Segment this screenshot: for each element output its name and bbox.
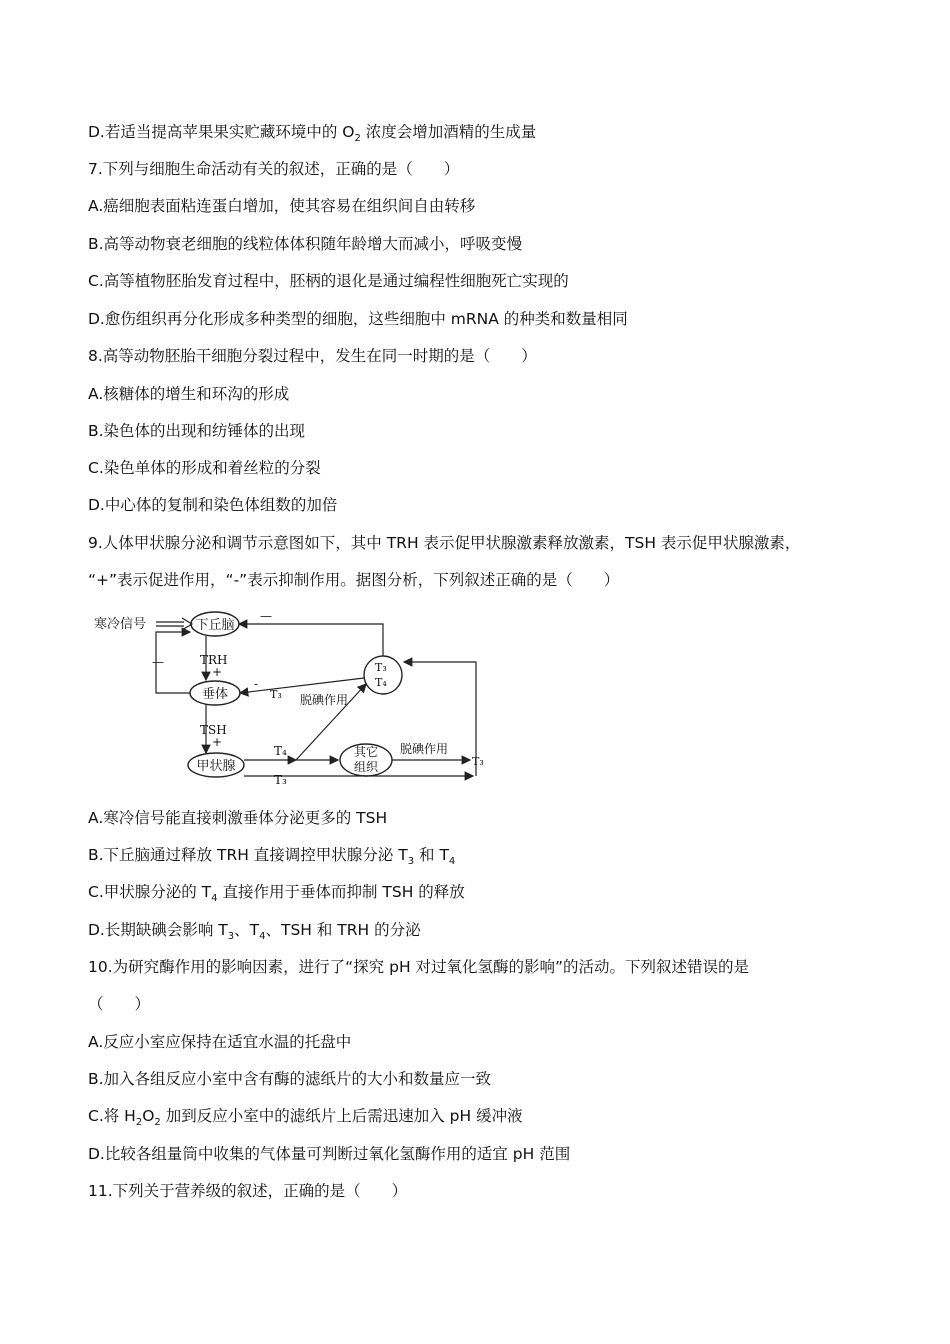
hypothalamus-inhibit-minus: — xyxy=(260,609,272,623)
circle-t4-label: T₄ xyxy=(375,676,387,689)
circle-t3-label: T₃ xyxy=(375,661,387,674)
question-9-line-2: “+”表示促进作用，“-”表示抑制作用。据图分析，下列叙述正确的是（ ） xyxy=(88,571,620,589)
thyroid-label: 甲状腺 xyxy=(196,759,236,774)
option-7d: D.愈伤组织再分化形成多种类型的细胞，这些细胞中 mRNA 的种类和数量相同 xyxy=(88,310,628,328)
deiodination-label-2: 脱碘作用 xyxy=(400,742,449,756)
option-8c: C.染色单体的形成和着丝粒的分裂 xyxy=(88,459,321,477)
option-7b: B.高等动物衰老细胞的线粒体体积随年龄增大而减小，呼吸变慢 xyxy=(88,235,523,253)
hypothalamus-label: 下丘脑 xyxy=(195,618,235,633)
question-7: 7.下列与细胞生命活动有关的叙述，正确的是（ ） xyxy=(88,160,460,178)
option-8a: A.核糖体的增生和环沟的形成 xyxy=(88,385,290,403)
cold-signal-label: 寒冷信号 xyxy=(94,617,147,632)
other-tissue-label-2: 组织 xyxy=(353,760,379,774)
option-9a: A.寒冷信号能直接刺激垂体分泌更多的 TSH xyxy=(88,809,388,827)
option-7a: A.癌细胞表面粘连蛋白增加，使其容易在组织间自由转移 xyxy=(88,197,476,215)
question-10-line-1: 10.为研究酶作用的影响因素，进行了“探究 pH 对过氧化氢酶的影响”的活动。下列叙述错误的是 xyxy=(88,958,750,976)
deiodination-label-1: 脱碘作用 xyxy=(300,693,349,707)
option-10a: A.反应小室应保持在适宜水温的托盘中 xyxy=(88,1033,352,1051)
option-9d: D.长期缺碘会影响 $T_3$、$T_4$、TSH 和 TRH 的分泌 xyxy=(88,921,421,943)
thyroid-regulation-diagram xyxy=(88,600,490,785)
option-8d: D.中心体的复制和染色体组数的加倍 xyxy=(88,496,338,514)
trh-label: TRH xyxy=(200,653,228,667)
tsh-label: TSH xyxy=(200,723,227,737)
option-10c: C.将 $H_2O_2$ 加到反应小室中的滤纸片上后需迅速加入 pH 缓冲液 xyxy=(88,1107,523,1129)
pituitary-label: 垂体 xyxy=(201,687,229,702)
trh-plus: + xyxy=(212,665,223,679)
option-9b: B.下丘脑通过释放 TRH 直接调控甲状腺分泌 $T_3$ 和 $T_4$ xyxy=(88,846,456,868)
pituitary-inhibit-minus: - xyxy=(254,677,259,691)
question-8: 8.高等动物胚胎干细胞分裂过程中，发生在同一时期的是（ ） xyxy=(88,347,537,365)
other-tissue-label-1: 其它 xyxy=(353,745,379,759)
option-10b: B.加入各组反应小室中含有酶的滤纸片的大小和数量应一致 xyxy=(88,1070,492,1088)
option-10d: D.比较各组量筒中收集的气体量可判断过氧化氢酶作用的适宜 pH 范围 xyxy=(88,1145,571,1163)
t3-end-label: T₃ xyxy=(472,755,484,768)
option-7c: C.高等植物胚胎发育过程中，胚柄的退化是通过编程性细胞死亡实现的 xyxy=(88,272,569,290)
question-9-line-1: 9.人体甲状腺分泌和调节示意图如下，其中 TRH 表示促甲状腺激素释放激素，TSH 表示促甲状腺激素， xyxy=(88,534,801,552)
pituitary-t3-label: T₃ xyxy=(270,688,282,701)
thyroid-t4-label: T₄ xyxy=(274,744,287,758)
tsh-plus: + xyxy=(212,735,223,749)
option-9c: C.甲状腺分泌的 $T_4$ 直接作用于垂体而抑制 TSH 的释放 xyxy=(88,883,465,905)
question-10-line-2: （ ） xyxy=(88,995,151,1013)
option-6d: D.若适当提高苹果果实贮藏环境中的 $O_2$ 浓度会增加酒精的生成量 xyxy=(88,123,537,145)
question-11: 11.下列关于营养级的叙述，正确的是（ ） xyxy=(88,1182,408,1200)
option-8b: B.染色体的出现和纺锤体的出现 xyxy=(88,422,306,440)
thyroid-t3-label: T₃ xyxy=(274,773,287,785)
pituitary-feedback-minus: — xyxy=(152,655,164,669)
